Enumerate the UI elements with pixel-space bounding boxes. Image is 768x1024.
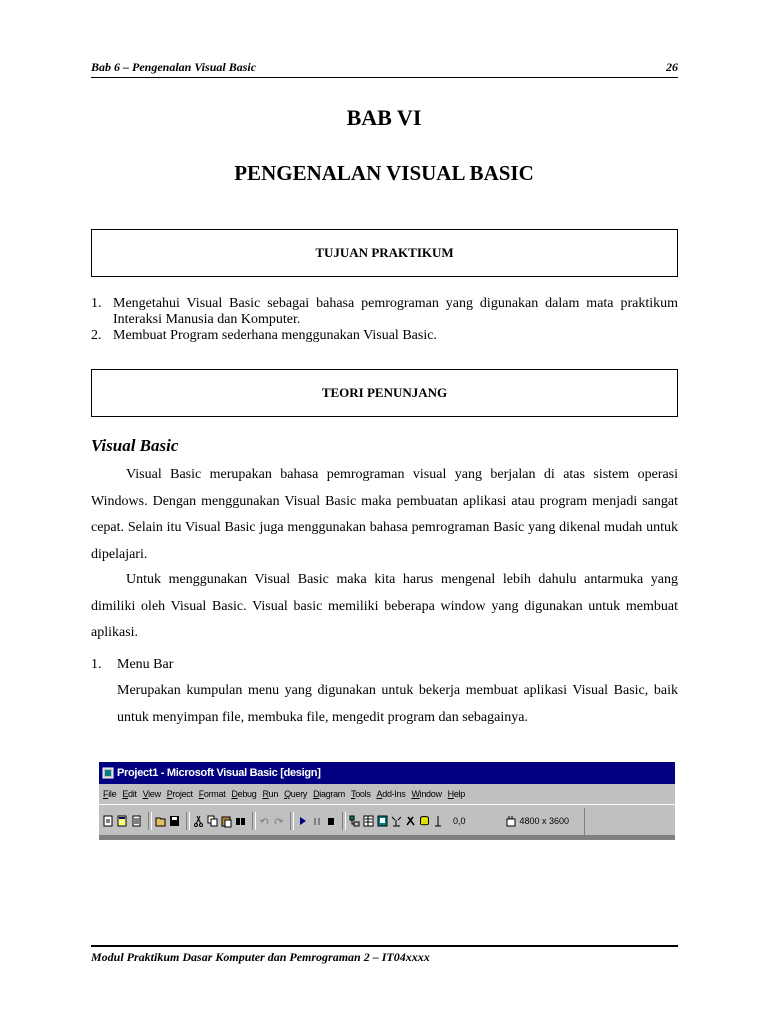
menu-run[interactable]: Run [262, 789, 279, 799]
header-chapter-title: Bab 6 – Pengenalan Visual Basic [91, 60, 257, 74]
menu-project[interactable]: Project [166, 789, 193, 799]
add-form-icon[interactable] [117, 814, 128, 828]
objectives-box [91, 229, 678, 277]
redo-icon[interactable] [273, 814, 284, 828]
form-layout-icon[interactable] [377, 814, 388, 828]
list-item-number: 1. [91, 657, 102, 672]
toolbar-separator [148, 812, 152, 830]
end-icon[interactable] [325, 814, 336, 828]
list-item [91, 296, 678, 328]
menu-help[interactable]: Help [447, 789, 465, 799]
size-readout-icon [506, 814, 517, 828]
vb-ide-screenshot [99, 762, 675, 840]
menu-diagram[interactable]: Diagram [313, 789, 346, 799]
list-item-text: Membuat Program sederhana menggunakan Visual Basic. [113, 328, 437, 343]
menu-file[interactable]: File [103, 789, 117, 799]
break-icon[interactable] [311, 814, 322, 828]
menu-editor-icon[interactable] [131, 814, 142, 828]
undo-icon[interactable] [259, 814, 270, 828]
vb-app-icon [102, 767, 114, 779]
paste-icon[interactable] [221, 814, 232, 828]
page-header [91, 60, 678, 78]
theory-box [91, 369, 678, 417]
start-icon[interactable] [297, 814, 308, 828]
menu-window[interactable]: Window [411, 789, 442, 799]
add-project-icon[interactable] [103, 814, 114, 828]
properties-window-icon[interactable] [363, 814, 374, 828]
object-browser-icon[interactable] [391, 814, 402, 828]
data-view-icon[interactable] [419, 814, 430, 828]
paragraph-intro: Visual Basic merupakan bahasa pemrograman visual yang berjalan di atas sistem operasi Windows. Dengan menggunakan Visual Basic maka pembuatan aplikasi atau program menjadi sangat cepat. Selain itu Visual Basic juga menggunakan bahasa pemrograman Basic yang dikenal mudah untuk dipelajari. [91, 467, 678, 562]
menu-format[interactable]: Format [198, 789, 226, 799]
vb-menubar [99, 784, 675, 804]
toolbar-separator [342, 812, 346, 830]
toolbar-separator [186, 812, 190, 830]
cut-icon[interactable] [193, 814, 204, 828]
menu-tools[interactable]: Tools [351, 789, 371, 799]
toolbar-separator [290, 812, 294, 830]
open-project-icon[interactable] [155, 814, 166, 828]
list-item-number: 1. [91, 296, 102, 311]
toolbox-icon[interactable] [405, 814, 416, 828]
vb-workspace-frame [99, 835, 675, 840]
list-item-number: 2. [91, 328, 102, 343]
theory-box-label: TEORI PENUNJANG [321, 385, 448, 400]
objectives-box-label: TUJUAN PRAKTIKUM [315, 245, 454, 260]
page-footer: Modul Praktikum Dasar Komputer dan Pemrograman 2 – IT04xxxx [91, 945, 678, 965]
vb-window-title: Project1 - Microsoft Visual Basic [design] [117, 767, 321, 779]
paragraph-menu-bar: Merupakan kumpulan menu yang digunakan untuk bekerja membuat aplikasi Visual Basic, baik untuk menyimpan file, membuka file, mengedit program dan sebagainya. [117, 683, 678, 725]
list-item [91, 328, 678, 344]
menu-add-ins[interactable]: Add-Ins [376, 789, 406, 799]
paragraph-interface: Untuk menggunakan Visual Basic maka kita harus mengenal lebih dahulu antarmuka yang dimiliki oleh Visual Basic. Visual basic memiliki beberapa window yang digunakan untuk membuat aplikasi. [91, 572, 678, 640]
save-project-icon[interactable] [169, 814, 180, 828]
menu-debug[interactable]: Debug [231, 789, 257, 799]
objectives-list [91, 296, 678, 344]
toolbar-separator [252, 812, 256, 830]
section-title: Visual Basic [91, 436, 179, 455]
position-readout: 0,0 [453, 816, 466, 826]
chapter-heading: BAB VI [346, 105, 422, 130]
list-item-text: Mengetahui Visual Basic sebagai bahasa pemrograman yang digunakan dalam mata praktikum Interaksi Manusia dan Komputer. [113, 296, 678, 327]
page-number: 26 [666, 60, 678, 74]
size-readout: 4800 x 3600 [519, 816, 570, 826]
list-item-label: Menu Bar [117, 657, 174, 672]
menu-edit[interactable]: Edit [122, 789, 137, 799]
menu-query[interactable]: Query [284, 789, 308, 799]
menu-view[interactable]: View [142, 789, 161, 799]
project-explorer-icon[interactable] [349, 814, 360, 828]
copy-icon[interactable] [207, 814, 218, 828]
vb-titlebar [99, 762, 675, 784]
find-icon[interactable] [235, 814, 246, 828]
chapter-subtitle: PENGENALAN VISUAL BASIC [234, 161, 534, 185]
visual-component-manager-icon[interactable] [433, 814, 444, 828]
